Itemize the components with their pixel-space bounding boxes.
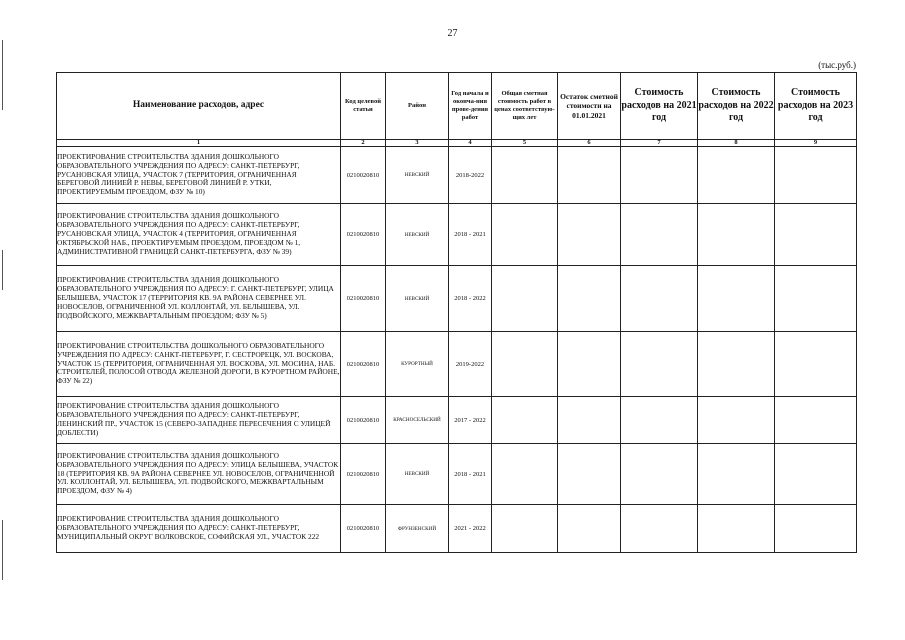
target-code: 0210020810	[341, 444, 386, 505]
column-number: 5	[492, 140, 558, 147]
total-cost	[492, 505, 558, 553]
table-row	[57, 332, 857, 397]
cost-2022	[698, 332, 775, 397]
header-years: Год начала и оконча-ния прове-дения работ	[449, 73, 492, 140]
table-row	[57, 147, 857, 204]
cost-2022	[698, 397, 775, 444]
column-number: 9	[775, 140, 857, 147]
district: НЕВСКИЙ	[386, 444, 449, 505]
scan-edge-mark	[2, 250, 3, 290]
column-number: 1	[57, 140, 341, 147]
target-code: 0210020810	[341, 397, 386, 444]
cost-2021	[621, 147, 698, 204]
work-years: 2018 - 2021	[449, 204, 492, 266]
column-number: 3	[386, 140, 449, 147]
remaining-cost	[558, 397, 621, 444]
remaining-cost	[558, 505, 621, 553]
target-code: 0210020810	[341, 332, 386, 397]
header-cost-2022: Стоимость расходов на 2022 год	[698, 73, 775, 140]
work-years: 2019-2022	[449, 332, 492, 397]
scan-edge-mark	[2, 520, 3, 580]
district: КРАСНОСЕЛЬСКИЙ	[386, 397, 449, 444]
work-years: 2018-2022	[449, 147, 492, 204]
work-years: 2017 - 2022	[449, 397, 492, 444]
expense-name: ПРОЕКТИРОВАНИЕ СТРОИТЕЛЬСТВА ЗДАНИЯ ДОШКОЛЬНОГО ОБРАЗОВАТЕЛЬНОГО УЧРЕЖДЕНИЯ ПО АДРЕСУ: САНКТ-ПЕТЕРБУРГ, МУНИЦИПАЛЬНЫЙ ОКРУГ ВОЛКОВСКОЕ, СОФИЙСКАЯ УЛ., УЧАСТОК 222	[57, 505, 341, 553]
district: НЕВСКИЙ	[386, 147, 449, 204]
district: НЕВСКИЙ	[386, 266, 449, 332]
cost-2022	[698, 505, 775, 553]
table-row	[57, 505, 857, 553]
total-cost	[492, 444, 558, 505]
cost-2021	[621, 266, 698, 332]
header-code: Код целевой статьи	[341, 73, 386, 140]
table-row	[57, 397, 857, 444]
column-number-row	[57, 140, 857, 147]
cost-2023	[775, 505, 857, 553]
expense-name: ПРОЕКТИРОВАНИЕ СТРОИТЕЛЬСТВА ЗДАНИЯ ДОШКОЛЬНОГО ОБРАЗОВАТЕЛЬНОГО УЧРЕЖДЕНИЯ ПО АДРЕСУ: САНКТ-ПЕТЕРБУРГ, ЛЕНИНСКИЙ ПР., УЧАСТОК 15 (СЕВЕРО-ЗАПАДНЕЕ ПЕРЕСЕЧЕНИЯ С УЛИЦЕЙ ДОБЛЕСТИ)	[57, 397, 341, 444]
cost-2023	[775, 266, 857, 332]
cost-2021	[621, 204, 698, 266]
cost-2021	[621, 397, 698, 444]
page-number: 27	[447, 28, 458, 39]
total-cost	[492, 147, 558, 204]
cost-2021	[621, 505, 698, 553]
total-cost	[492, 266, 558, 332]
table-row	[57, 266, 857, 332]
header-name: Наименование расходов, адрес	[57, 73, 341, 140]
remaining-cost	[558, 147, 621, 204]
target-code: 0210020810	[341, 266, 386, 332]
header-district: Район	[386, 73, 449, 140]
expenditure-table	[56, 72, 857, 553]
remaining-cost	[558, 266, 621, 332]
column-number: 7	[621, 140, 698, 147]
work-years: 2018 - 2021	[449, 444, 492, 505]
district: КУРОРТНЫЙ	[386, 332, 449, 397]
district: ФРУНЗЕНСКИЙ	[386, 505, 449, 553]
target-code: 0210020810	[341, 147, 386, 204]
cost-2023	[775, 204, 857, 266]
expense-name: ПРОЕКТИРОВАНИЕ СТРОИТЕЛЬСТВА ЗДАНИЯ ДОШКОЛЬНОГО ОБРАЗОВАТЕЛЬНОГО УЧРЕЖДЕНИЯ ПО АДРЕСУ: УЛИЦА БЕЛЫШЕВА, УЧАСТОК 18 (ТЕРРИТОРИЯ КВ. 9А РАЙОНА СЕВЕРНЕЕ УЛ. НОВОСЕЛОВ, ОГРАНИЧЕННОЙ УЛ. КОЛЛОНТАЙ, УЛ. БЕЛЫШЕВА, УЛ. ПОДВОЙСКОГО, МЕЖКВАРТАЛЬНЫМ ПРОЕЗДОМ, ФЗУ № 4)	[57, 444, 341, 505]
work-years: 2018 - 2022	[449, 266, 492, 332]
expense-name: ПРОЕКТИРОВАНИЕ СТРОИТЕЛЬСТВА ЗДАНИЯ ДОШКОЛЬНОГО ОБРАЗОВАТЕЛЬНОГО УЧРЕЖДЕНИЯ ПО АДРЕСУ: Г. САНКТ-ПЕТЕРБУРГ, УЛИЦА БЕЛЫШЕВА, УЧАСТОК 17 (ТЕРРИТОРИЯ КВ. 9А РАЙОНА СЕВЕРНЕЕ УЛ. НОВОСЕЛОВ, ОГРАНИЧЕННОЙ УЛ. КОЛЛОНТАЙ, УЛ. БЕЛЫШЕВА, УЛ. ПОДВОЙСКОГО, МЕЖКВАРТАЛЬНЫМ ПРОЕЗДОМ; ФЗУ № 5)	[57, 266, 341, 332]
column-number: 2	[341, 140, 386, 147]
cost-2022	[698, 444, 775, 505]
header-row	[57, 73, 857, 140]
cost-2021	[621, 332, 698, 397]
total-cost	[492, 397, 558, 444]
cost-2022	[698, 266, 775, 332]
column-number: 8	[698, 140, 775, 147]
cost-2023	[775, 444, 857, 505]
cost-2023	[775, 147, 857, 204]
target-code: 0210020810	[341, 204, 386, 266]
column-number: 4	[449, 140, 492, 147]
header-cost-2021: Стоимость расходов на 2021 год	[621, 73, 698, 140]
header-total-cost: Общая сметная стоимость работ в ценах соответствую-щих лет	[492, 73, 558, 140]
cost-2023	[775, 397, 857, 444]
cost-2021	[621, 444, 698, 505]
target-code: 0210020810	[341, 505, 386, 553]
expense-name: ПРОЕКТИРОВАНИЕ СТРОИТЕЛЬСТВА ЗДАНИЯ ДОШКОЛЬНОГО ОБРАЗОВАТЕЛЬНОГО УЧРЕЖДЕНИЯ ПО АДРЕСУ: САНКТ-ПЕТЕРБУРГ, РУСАНОВСКАЯ УЛИЦА, УЧАСТОК 4 (ТЕРРИТОРИЯ, ОГРАНИЧЕННАЯ ОКТЯБРЬСКОЙ НАБ., ПРОЕКТИРУЕМЫМ ПРОЕЗДОМ, ПРОЕЗДОМ № 1, АДМИНИСТРАТИВНОЙ ГРАНИЦЕЙ САНКТ-ПЕТЕРБУРГА, ФЗУ № 39)	[57, 204, 341, 266]
expense-name: ПРОЕКТИРОВАНИЕ СТРОИТЕЛЬСТВА ЗДАНИЯ ДОШКОЛЬНОГО ОБРАЗОВАТЕЛЬНОГО УЧРЕЖДЕНИЯ ПО АДРЕСУ: САНКТ-ПЕТЕРБУРГ, РУСАНОВСКАЯ УЛИЦА, УЧАСТОК 7 (ТЕРРИТОРИЯ, ОГРАНИЧЕННАЯ БЕРЕГОВОЙ ЛИНИЕЙ Р. НЕВЫ, БЕРЕГОВОЙ ЛИНИЕЙ Р. УТКИ, ПРОЕКТИРУЕМЫМ ПРОЕЗДОМ, ФЗУ № 10)	[57, 147, 341, 204]
remaining-cost	[558, 444, 621, 505]
column-number: 6	[558, 140, 621, 147]
units-label: (тыс.руб.)	[818, 60, 856, 70]
cost-2023	[775, 332, 857, 397]
header-cost-2023: Стоимость расходов на 2023 год	[775, 73, 857, 140]
remaining-cost	[558, 332, 621, 397]
cost-2022	[698, 147, 775, 204]
total-cost	[492, 332, 558, 397]
expense-name: ПРОЕКТИРОВАНИЕ СТРОИТЕЛЬСТВА ДОШКОЛЬНОГО ОБРАЗОВАТЕЛЬНОГО УЧРЕЖДЕНИЯ ПО АДРЕСУ: САНКТ-ПЕТЕРБУРГ, Г. СЕСТРОРЕЦК, УЛ. ВОСКОВА, УЧАСТОК 15 (ТЕРРИТОРИЯ, ОГРАНИЧЕННАЯ УЛ. ВОСКОВА, УЛ. МОСИНА, НАБ. СТРОИТЕЛЕЙ, ПОЛОСОЙ ОТВОДА ЖЕЛЕЗНОЙ ДОРОГИ, В КУРОРТНОМ РАЙОНЕ, ФЗУ № 22)	[57, 332, 341, 397]
table-row	[57, 204, 857, 266]
work-years: 2021 - 2022	[449, 505, 492, 553]
district: НЕВСКИЙ	[386, 204, 449, 266]
table-row	[57, 444, 857, 505]
scan-edge-mark	[2, 40, 3, 110]
remaining-cost	[558, 204, 621, 266]
cost-2022	[698, 204, 775, 266]
total-cost	[492, 204, 558, 266]
header-remaining-cost: Остаток сметной стоимости на 01.01.2021	[558, 73, 621, 140]
